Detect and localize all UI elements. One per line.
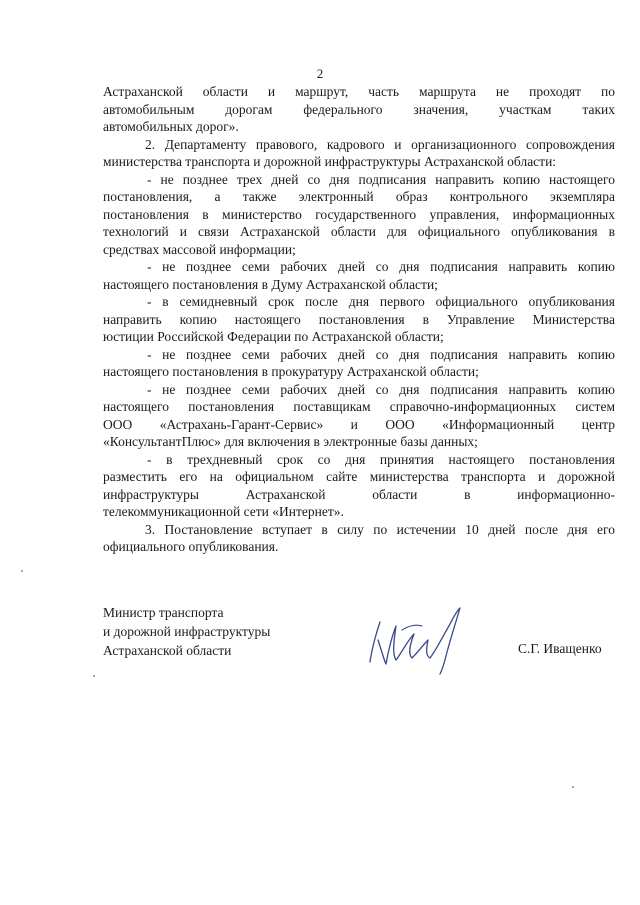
- text-line: настоящего постановления в прокуратуру Астраханской области;: [103, 364, 479, 379]
- signatory-name: С.Г. Иващенко: [518, 641, 602, 656]
- text-line: 3. Постановление вступает в силу по истечении 10 дней после дня его: [145, 521, 615, 537]
- text-line: инфраструктуры Астраханской области в информационно-: [103, 486, 615, 502]
- paragraph-bullet: [103, 451, 615, 521]
- text-line: средствах массовой информации;: [103, 241, 296, 257]
- handwritten-signature: [362, 600, 474, 680]
- paragraph-bullet: [103, 258, 615, 293]
- paragraph-bullet: [103, 346, 615, 381]
- text-line: автомобильных дорог».: [103, 119, 239, 134]
- text-line: автомобильным дорогам федерального значения, участкам таких: [103, 101, 615, 117]
- text-line: юстиции Российской Федерации по Астраханской области;: [103, 329, 444, 344]
- scan-speck: [21, 570, 23, 572]
- signatory-title-line: и дорожной инфраструктуры: [103, 624, 271, 639]
- paragraph-item-3: [103, 521, 615, 556]
- paragraph-bullet: [103, 381, 615, 451]
- signatory-title-line: Министр транспорта: [103, 605, 224, 620]
- text-line: - в семидневный срок после дня первого официального опубликования: [147, 294, 615, 309]
- paragraph-bullet: [103, 293, 615, 346]
- text-line: настоящего постановления в Думу Астраханской области;: [103, 276, 438, 292]
- text-line: постановления, а также электронный образ контрольного экземпляра: [103, 189, 615, 204]
- text-line: официального опубликования.: [103, 539, 279, 554]
- paragraph-bullet: [103, 171, 615, 259]
- text-line: министерства транспорта и дорожной инфраструктуры Астраханской области:: [103, 154, 557, 169]
- text-line: - в трехдневный срок со дня принятия настоящего постановления: [147, 451, 615, 467]
- text-line: постановления в министерство государственного управления, информационных: [103, 206, 615, 222]
- text-line: Астраханской области и маршрут, часть маршрута не проходят по: [103, 84, 615, 99]
- text-line: - не позднее трех дней со дня подписания направить копию настоящего: [147, 171, 615, 187]
- text-line: «КонсультантПлюс» для включения в электронные базы данных;: [103, 434, 478, 449]
- text-line: технологий и связи Астраханской области для официального опубликования в: [103, 224, 615, 239]
- text-line: телекоммуникационной сети «Интернет».: [103, 504, 344, 519]
- signatory-title-line: Астраханской области: [103, 643, 232, 658]
- document-body: [103, 83, 615, 556]
- page-number: 2: [316, 66, 324, 81]
- text-line: 2. Департаменту правового, кадрового и организационного сопровождения: [145, 136, 615, 152]
- paragraph-item-2: [103, 136, 615, 171]
- paragraph-continuation: [103, 83, 615, 136]
- text-line: - не позднее семи рабочих дней со дня подписания направить копию: [147, 346, 615, 362]
- text-line: ООО «Астрахань-Гарант-Сервис» и ООО «Информационный центр: [103, 416, 615, 432]
- scan-speck: [93, 675, 95, 677]
- text-line: - не позднее семи рабочих дней со дня подписания направить копию: [147, 381, 615, 397]
- text-line: настоящего постановления поставщикам справочно-информационных систем: [103, 399, 615, 414]
- text-line: - не позднее семи рабочих дней со дня подписания направить копию: [147, 259, 615, 274]
- text-line: разместить его на официальном сайте министерства транспорта и дорожной: [103, 469, 615, 484]
- text-line: направить копию настоящего постановления в Управление Министерства: [103, 311, 615, 327]
- signatory-title: [103, 603, 270, 660]
- scan-speck: [572, 786, 574, 788]
